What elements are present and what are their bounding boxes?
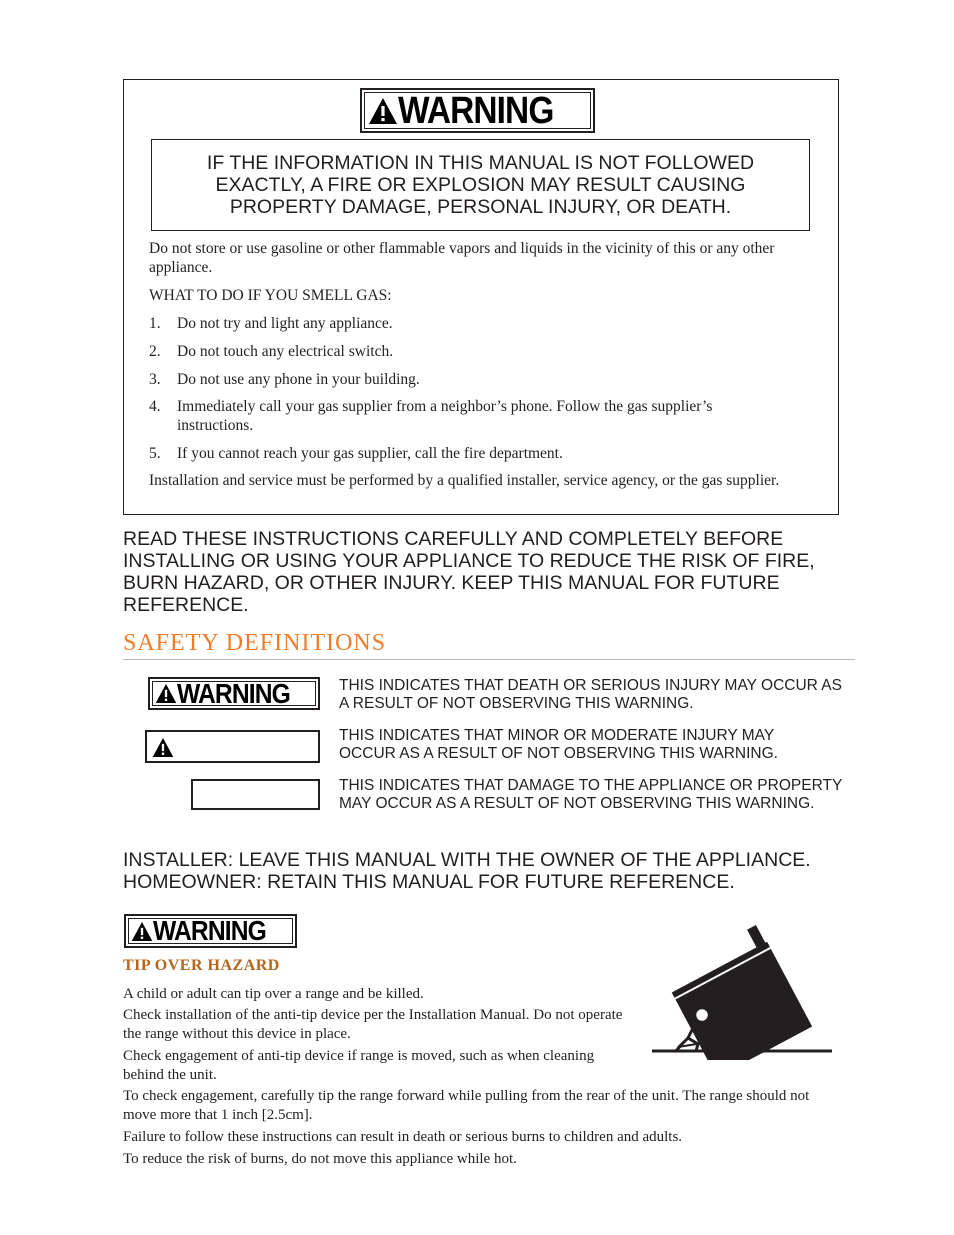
step-text: Immediately call your gas supplier from a neighbor’s phone. Follow the gas supplier’s instructions. — [177, 398, 713, 434]
step-number: 4. — [149, 398, 161, 415]
flammable-vapors-text: Do not store or use gasoline or other flammable vapors and liquids in the vicinity of this or any other appliance. — [149, 240, 775, 276]
tip-over-warning-badge — [124, 914, 297, 948]
tip-over-line: A child or adult can tip over a range and be killed. — [123, 986, 424, 1002]
tip-over-line: To reduce the risk of burns, do not move this appliance while hot. — [123, 1151, 517, 1167]
tip-over-line: Check engagement of anti-tip device if range is moved, such as when cleaning behind the unit. — [123, 1048, 595, 1083]
step-text: Do not try and light any appliance. — [177, 315, 393, 332]
tip-over-line: Check installation of the anti-tip device per the Installation Manual. Do not operate the range without this device in place. — [123, 1007, 623, 1042]
tip-over-title: TIP OVER HAZARD — [123, 957, 280, 974]
tip-over-illustration — [648, 920, 838, 1060]
caution-definition-text: THIS INDICATES THAT MINOR OR MODERATE INJURY MAY OCCUR AS A RESULT OF NOT OBSERVING THIS WARNING. — [339, 727, 778, 762]
installer-note: INSTALLER: LEAVE THIS MANUAL WITH THE OWNER OF THE APPLIANCE. — [123, 849, 811, 871]
step-text: Do not touch any electrical switch. — [177, 343, 394, 360]
warning-triangle-icon — [152, 737, 174, 758]
step-text: Do not use any phone in your building. — [177, 371, 420, 388]
warning-badge — [360, 88, 595, 133]
warning-triangle-icon — [131, 921, 153, 942]
gas-warning-box — [123, 79, 839, 515]
step-number: 5. — [149, 445, 161, 462]
warning-definition-text: THIS INDICATES THAT DEATH OR SERIOUS INJURY MAY OCCUR AS A RESULT OF NOT OBSERVING THIS WARNING. — [339, 677, 842, 712]
step-number: 2. — [149, 343, 161, 360]
step-text: If you cannot reach your gas supplier, call the fire department. — [177, 445, 563, 462]
alert-text: IF THE INFORMATION IN THIS MANUAL IS NOT FOLLOWED EXACTLY, A FIRE OR EXPLOSION MAY RESULT CAUSING PROPERTY DAMAGE, PERSONAL INJURY, OR DEATH. — [206, 152, 755, 218]
homeowner-note: HOMEOWNER: RETAIN THIS MANUAL FOR FUTURE REFERENCE. — [123, 871, 735, 893]
warning-triangle-icon — [368, 97, 398, 125]
section-divider — [123, 659, 855, 660]
tip-over-line: To check engagement, carefully tip the range forward while pulling from the rear of the unit. The range should not move more that 1 inch [2.5cm]. — [123, 1088, 810, 1123]
notice-definition-text: THIS INDICATES THAT DAMAGE TO THE APPLIANCE OR PROPERTY MAY OCCUR AS A RESULT OF NOT OBSERVING THIS WARNING. — [339, 777, 843, 812]
step-number: 3. — [149, 371, 161, 388]
notice-definition-badge — [191, 779, 320, 810]
step-number: 1. — [149, 315, 161, 332]
section-title: SAFETY DEFINITIONS — [123, 630, 387, 656]
warning-badge-label: WARNING — [153, 915, 266, 946]
fire-explosion-alert — [151, 139, 810, 231]
caution-definition-badge — [145, 730, 320, 763]
installation-service-text: Installation and service must be performed by a qualified installer, service agency, or the gas supplier. — [149, 472, 780, 489]
read-instructions-notice: READ THESE INSTRUCTIONS CAREFULLY AND COMPLETELY BEFORE INSTALLING OR USING YOUR APPLIANCE TO REDUCE THE RISK OF FIRE, BURN HAZARD, OR OTHER INJURY. KEEP THIS MANUAL FOR FUTURE REFERENCE. — [123, 528, 815, 616]
warning-badge-label: WARNING — [177, 677, 290, 709]
warning-triangle-icon — [155, 683, 177, 704]
tip-over-line: Failure to follow these instructions can result in death or serious burns to children and adults. — [123, 1129, 683, 1145]
warning-definition-badge — [148, 677, 320, 710]
warning-badge-label: WARNING — [398, 89, 554, 132]
smell-gas-heading: WHAT TO DO IF YOU SMELL GAS: — [149, 287, 392, 304]
